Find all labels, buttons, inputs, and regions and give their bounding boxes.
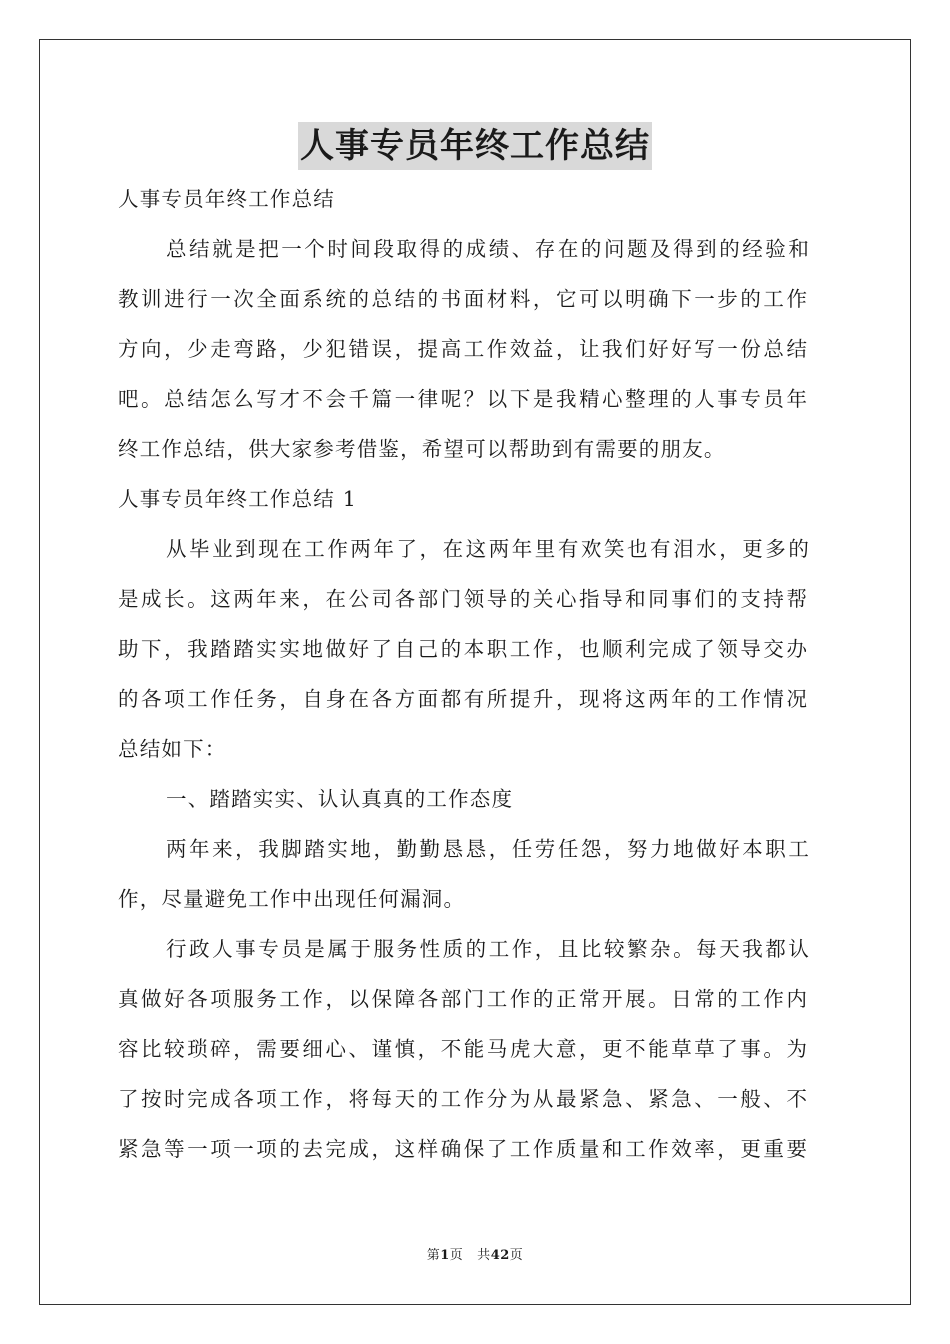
footer-page-suffix: 页 xyxy=(449,1248,464,1263)
text-line: 终工作总结，供大家参考借鉴，希望可以帮助到有需要的朋友。 xyxy=(118,437,726,461)
text-line: 人事专员年终工作总结 xyxy=(118,187,335,211)
text-line: 总结就是把一个时间段取得的成绩、存在的问题及得到的经验和 xyxy=(166,237,812,261)
text-line: 人事专员年终工作总结 1 xyxy=(118,487,357,511)
text-line: 一、踏踏实实、认认真真的工作态度 xyxy=(166,787,514,811)
text-line: 教训进行一次全面系统的总结的书面材料，它可以明确下一步的工作 xyxy=(118,287,810,311)
footer-total-suffix: 页 xyxy=(509,1248,524,1263)
text-line: 从毕业到现在工作两年了，在这两年里有欢笑也有泪水，更多的 xyxy=(166,537,812,561)
footer-page-number: 1 xyxy=(440,1248,450,1263)
text-line: 吧。总结怎么写才不会千篇一律呢？以下是我精心整理的人事专员年 xyxy=(118,387,810,411)
text-line: 紧急等一项一项的去完成，这样确保了工作质量和工作效率，更重要 xyxy=(118,1137,810,1161)
text-line: 真做好各项服务工作，以保障各部门工作的正常开展。日常的工作内 xyxy=(118,987,810,1011)
text-line: 总结如下： xyxy=(118,737,227,761)
text-line: 方向，少走弯路，少犯错误，提高工作效益，让我们好好写一份总结 xyxy=(118,337,810,361)
text-line: 容比较琐碎，需要细心、谨慎，不能马虎大意，更不能草草了事。为 xyxy=(118,1037,810,1061)
document-body xyxy=(118,174,834,1174)
document-title: 人事专员年终工作总结 xyxy=(298,122,652,170)
text-line: 的各项工作任务，自身在各方面都有所提升，现将这两年的工作情况 xyxy=(118,687,810,711)
page-footer xyxy=(0,1244,950,1263)
text-line: 是成长。这两年来，在公司各部门领导的关心指导和同事们的支持帮 xyxy=(118,587,810,611)
text-line: 两年来，我脚踏实地，勤勤恳恳，任劳任怨，努力地做好本职工 xyxy=(166,837,812,861)
title-container xyxy=(0,122,950,170)
footer-page-prefix: 第 xyxy=(426,1248,441,1263)
footer-total-prefix: 共 xyxy=(477,1248,491,1263)
text-line: 行政人事专员是属于服务性质的工作，且比较繁杂。每天我都认 xyxy=(166,937,812,961)
text-line: 作，尽量避免工作中出现任何漏洞。 xyxy=(118,887,466,911)
text-line: 助下，我踏踏实实地做好了自己的本职工作，也顺利完成了领导交办 xyxy=(118,637,810,661)
text-line: 了按时完成各项工作，将每天的工作分为从最紧急、紧急、一般、不 xyxy=(118,1087,810,1111)
footer-total-number: 42 xyxy=(490,1248,510,1263)
